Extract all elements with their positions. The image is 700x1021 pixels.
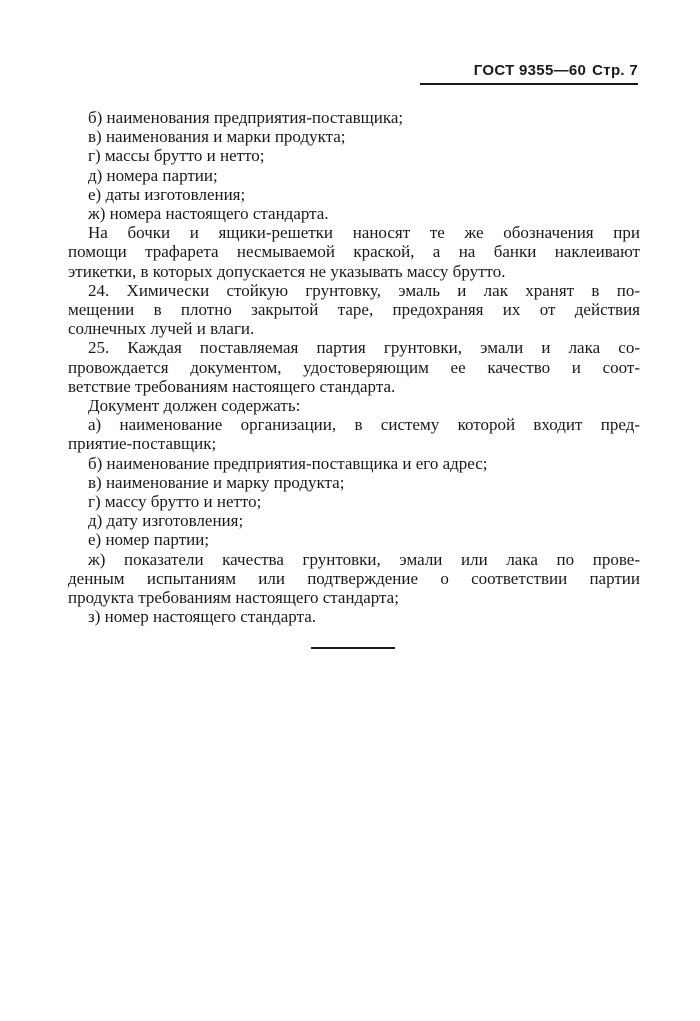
text-line: е) даты изготовления; bbox=[88, 184, 246, 204]
text-line: з) номер настоящего стандарта. bbox=[88, 607, 317, 627]
document-body bbox=[68, 108, 640, 626]
text-line: в) наименования и марки продукта; bbox=[88, 127, 346, 147]
text-line: Документ должен содержать: bbox=[88, 396, 301, 416]
page-number: Стр. 7 bbox=[592, 62, 638, 79]
text-line: продукта требованиям настоящего стандарта; bbox=[68, 588, 399, 608]
text-line: 24. Химически стойкую грунтовку, эмаль и лак хранят в по- bbox=[88, 280, 640, 300]
end-divider bbox=[311, 647, 395, 649]
page-header bbox=[420, 62, 638, 85]
text-line: денным испытаниям или подтверждение о соответствии партии bbox=[68, 568, 640, 588]
text-line: ж) показатели качества грунтовки, эмали или лака по прове- bbox=[88, 549, 640, 569]
text-line: в) наименование и марку продукта; bbox=[88, 472, 345, 492]
text-line: ж) номера настоящего стандарта. bbox=[88, 204, 329, 224]
text-line: г) массы брутто и нетто; bbox=[88, 146, 265, 166]
text-line: е) номер партии; bbox=[88, 530, 210, 550]
text-line: приятие-поставщик; bbox=[68, 434, 217, 454]
text-line: солнечных лучей и влаги. bbox=[68, 319, 255, 339]
text-line: ветствие требованиям настоящего стандарта. bbox=[68, 376, 396, 396]
text-line: б) наименования предприятия-поставщика; bbox=[88, 108, 404, 127]
text-line: б) наименование предприятия-поставщика и его адрес; bbox=[88, 453, 488, 473]
text-line: провождается документом, удостоверяющим ее качество и соот- bbox=[68, 357, 640, 377]
text-line: д) дату изготовления; bbox=[88, 511, 244, 531]
text-line: помощи трафарета несмываемой краской, а на банки наклеивают bbox=[68, 242, 640, 262]
text-line: мещении в плотно закрытой таре, предохраняя их от действия bbox=[68, 300, 640, 320]
text-line: а) наименование организации, в систему которой входит пред- bbox=[88, 415, 640, 435]
standard-number: ГОСТ 9355—60 bbox=[473, 62, 587, 79]
text-line: 25. Каждая поставляемая партия грунтовки, эмали и лака со- bbox=[88, 338, 640, 358]
text-line: На бочки и ящики-решетки наносят те же обозначения при bbox=[88, 223, 640, 243]
text-line: этикетки, в которых допускается не указывать массу брутто. bbox=[68, 261, 506, 281]
text-line: г) массу брутто и нетто; bbox=[88, 492, 262, 512]
text-line: д) номера партии; bbox=[88, 165, 218, 185]
